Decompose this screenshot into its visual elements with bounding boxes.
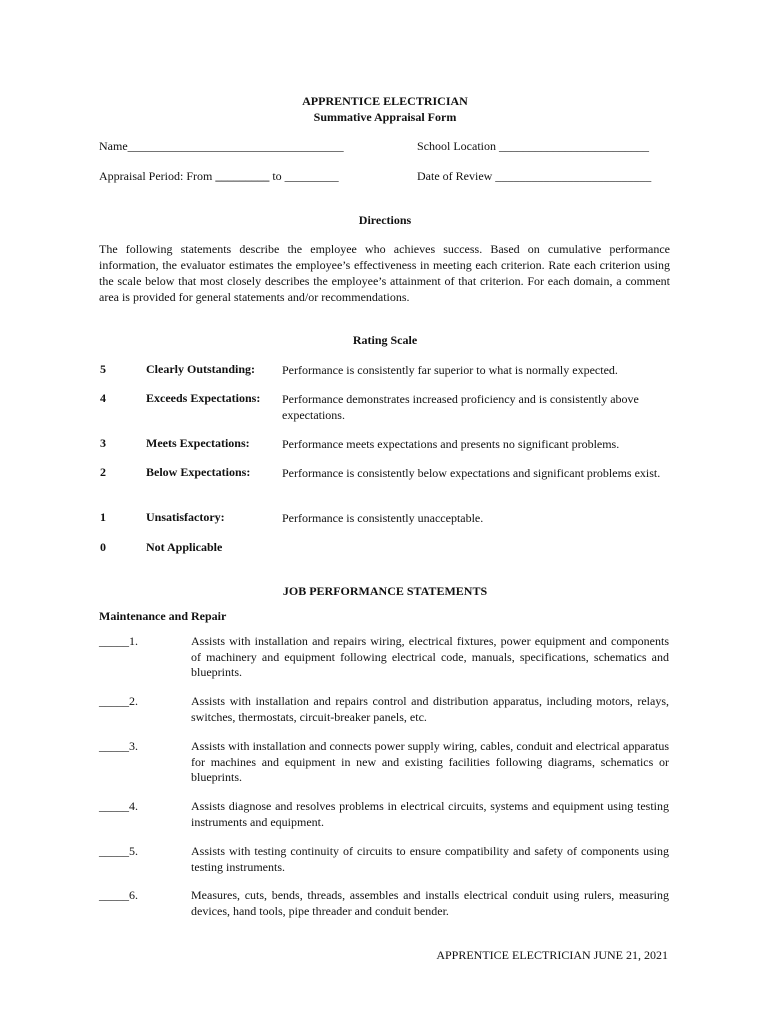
statement-rating-blank[interactable]: _____1. [99,634,138,648]
job-performance-heading: JOB PERFORMANCE STATEMENTS [282,584,488,598]
statement-rating-blank[interactable]: _____6. [99,888,138,902]
appraisal-period-prefix: Appraisal Period: From [99,169,216,183]
school-location-field[interactable]: School Location _________________________ [417,139,649,153]
form-subtitle: Summative Appraisal Form [313,110,457,124]
statement-rating-blank[interactable]: _____3. [99,739,138,753]
rating-label: Exceeds Expectations: [146,391,261,405]
statement-text: Assists with installation and repairs wiring, electrical fixtures, power equipment and components of machinery and equipment following electrical code, manuals, specifications, schematics and blueprints. [191,634,669,679]
statement-text: Assists diagnose and resolves problems in electrical circuits, systems and equipment using testing instruments and equipment. [191,799,669,829]
directions-text: The following statements describe the employee who achieves success. Based on cumulative performance information, the evaluator estimates the employee’s effectiveness in meeting each criterion. Rate each criterion using the scale below that most closely describes the employee’s attainment of that criterion. For each domain, a comment area is provided for general statements and/or recommendations. [99,242,670,304]
form-title: APPRENTICE ELECTRICIAN [302,94,468,108]
name-field[interactable]: Name____________________________________ [99,139,344,153]
statement-rating-blank[interactable]: _____2. [99,694,138,708]
appraisal-period-field[interactable] [99,169,339,184]
rating-description: Performance meets expectations and presents no significant problems. [282,437,620,451]
statement-text: Assists with installation and repairs control and distribution apparatus, including motors, relays, switches, thermostats, circuit-breaker panels, etc. [191,694,669,724]
rating-label: Below Expectations: [146,465,251,479]
rating-label: Clearly Outstanding: [146,362,256,376]
statement-rating-blank[interactable]: _____4. [99,799,138,813]
rating-description: Performance is consistently far superior to what is normally expected. [282,363,618,377]
page-footer: APPRENTICE ELECTRICIAN JUNE 21, 2021 [436,948,668,962]
directions-heading: Directions [358,213,412,227]
date-of-review-field[interactable]: Date of Review __________________________ [417,169,652,183]
statement-rating-blank[interactable]: _____5. [99,844,138,858]
statement-text: Measures, cuts, bends, threads, assembles and installs electrical conduit using rulers, measuring devices, hand tools, pipe threader and conduit bender. [191,888,669,918]
rating-label: Meets Expectations: [146,436,250,450]
rating-number: 0 [100,540,106,554]
appraisal-period-to[interactable]: to _________ [269,169,339,183]
rating-number: 2 [100,465,106,479]
rating-number: 3 [100,436,106,450]
statement-text: Assists with testing continuity of circuits to ensure compatibility and safety of components using testing instruments. [191,844,669,874]
rating-description: Performance is consistently below expectations and significant problems exist. [282,466,661,480]
rating-number: 4 [100,391,106,405]
section-heading: Maintenance and Repair [99,609,227,623]
rating-description: Performance is consistently unacceptable. [282,511,484,525]
rating-number: 5 [100,362,106,376]
rating-scale-heading: Rating Scale [352,333,418,347]
rating-description: Performance demonstrates increased proficiency and is consistently above expectations. [282,392,639,422]
statement-text: Assists with installation and connects power supply wiring, cables, conduit and electrical apparatus for machines and equipment in new and existing facilities following diagrams, schematics or blueprints. [191,739,669,784]
rating-label: Not Applicable [146,540,223,554]
rating-label: Unsatisfactory: [146,510,225,524]
rating-number: 1 [100,510,106,524]
appraisal-period-from-blank[interactable]: _________ [215,169,270,183]
